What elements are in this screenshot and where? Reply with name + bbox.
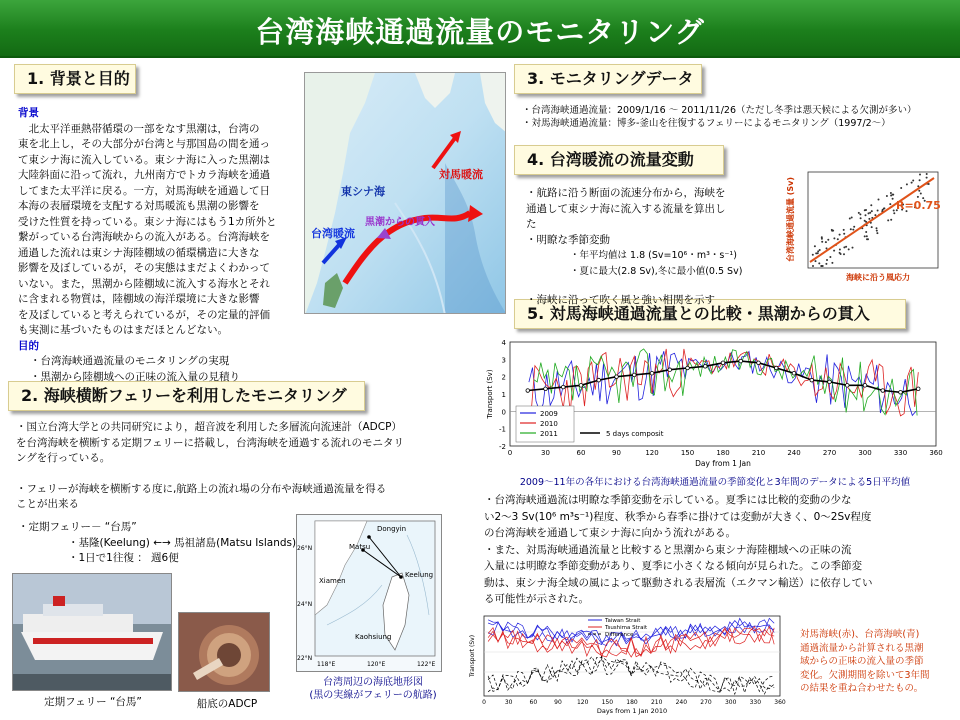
scatter-point [878, 199, 880, 201]
x-tick-label: 360 [929, 449, 943, 457]
scatter-point [859, 213, 861, 215]
composite-point [721, 361, 725, 365]
legend-label: 5 days composit [606, 430, 664, 438]
legend-label: 2011 [540, 430, 558, 438]
scatter-point [864, 235, 866, 237]
x-tick-label: 270 [700, 699, 712, 706]
section-3-heading: 3. モニタリングデータ [514, 64, 702, 94]
label-taiwan-warm-current: 台湾暖流 [311, 227, 355, 240]
scatter-point [893, 210, 895, 212]
scatter-point [874, 214, 876, 216]
scatter-point [839, 234, 841, 236]
composite-point [774, 366, 778, 370]
monitoring-block [16, 420, 446, 513]
scatter-point [831, 229, 833, 231]
comparison-line: の台湾海峡を通過して東シナ海に向かう流れがある。 [484, 527, 736, 539]
purpose-heading: 目的 [18, 339, 39, 352]
scatter-point [876, 227, 878, 229]
scatter-plot [786, 164, 948, 286]
side-note-line: の結果を重ね合わせたもの。 [800, 683, 924, 694]
composite-point [863, 384, 867, 388]
y-tick-label: 1 [501, 391, 506, 399]
scatter-point [860, 217, 862, 219]
scatter-point [865, 231, 867, 233]
monitoring-line: を台湾海峡を横断する定期フェリーに搭載し，台湾海峡を通過する流れのモニタリ [16, 436, 404, 449]
x-tick-label: 30 [541, 449, 550, 457]
scatter-point [883, 208, 885, 210]
composite-point [881, 389, 885, 393]
x-tick-label: 210 [650, 699, 663, 706]
lat-22: 22°N [297, 655, 313, 662]
side-note [800, 628, 956, 696]
monitoring-line: ・フェリーが海峡を横断する度に,航路上の流れ場の分布や海峡通過流量を得る [16, 482, 387, 495]
x-tick-label: 330 [893, 449, 908, 457]
comparison-line: 入量には明瞭な季節変動があり、夏季に小さくなる傾向が見られた。この季節変 [484, 560, 862, 572]
ferry-info [18, 520, 298, 567]
scatter-point [845, 246, 847, 248]
scatter-point [866, 235, 868, 237]
composite-point [561, 385, 565, 389]
background-line: を及ぼしていると考えられているが，その定量的評価 [18, 308, 270, 321]
composite-point [810, 378, 814, 382]
x-tick-label: 0 [482, 699, 486, 706]
background-block [18, 106, 308, 385]
composite-point [597, 378, 601, 382]
composite-point [899, 390, 903, 394]
scatter-point [869, 212, 871, 214]
scatter-point [893, 212, 895, 214]
scatter-point [890, 195, 892, 197]
scatter-point [820, 265, 822, 267]
side-note-line: 通過流量から計算される黒潮 [800, 642, 924, 654]
scatter-point [852, 247, 854, 249]
scatter-point [887, 219, 889, 221]
scatter-point [906, 183, 908, 185]
composite-point [544, 387, 548, 391]
place-matsu: Matsu [349, 543, 371, 551]
scatter-point [890, 192, 892, 194]
scatter-point [858, 212, 860, 214]
comparison-line: い2～3 Sv(10⁶ m³s⁻¹)程度、秋季から春季に掛けては変動が大きく、0～2Sv程度 [484, 510, 872, 523]
scatter-point [843, 246, 845, 248]
scatter-point [877, 210, 879, 212]
legend-label: Taiwan Strait [605, 618, 641, 624]
side-note-line: 変化。欠測期間を除いて3年間 [800, 669, 930, 681]
composite-point [526, 389, 530, 393]
variation-line: ・明瞭な季節変動 [526, 233, 610, 246]
monitoring-line: ングを行っている。 [16, 452, 111, 464]
scatter-point [876, 232, 878, 234]
comparison-block [484, 492, 954, 608]
ferry-photo [12, 573, 172, 691]
bathymetry-caption-2: (黒の実線がフェリーの航路) [309, 690, 437, 701]
data-line: ・台湾海峡通過流量：2009/1/16 ～ 2011/11/26（ただし冬季は悪天候による欠測が多い） [522, 105, 917, 116]
scatter-point [900, 187, 902, 189]
scatter-point [821, 241, 823, 243]
background-line: 受けた性質を持っている。東シナ海にはもう1カ所外と [18, 215, 277, 228]
scatter-point [865, 214, 867, 216]
background-line: してまた太平洋に戻る。一方，対馬海峡を通過して日 [18, 184, 270, 197]
place-kaohsiung: Kaohsiung [355, 633, 392, 641]
scatter-point [821, 238, 823, 240]
y-axis-label: Transport (Sv) [486, 369, 494, 419]
label-tsushima-current: 対馬暖流 [439, 168, 483, 181]
composite-point [615, 375, 619, 379]
ferry-line: ・定期フェリー－ “台馬” [18, 521, 137, 533]
comparison-line: ・また、対馬海峡通過流量と比較すると黒潮から東シナ海陸棚域への正味の流 [484, 543, 852, 556]
x-tick-label: 60 [529, 699, 538, 706]
composite-point [686, 366, 690, 370]
background-heading: 背景 [18, 107, 39, 119]
scatter-point [843, 253, 845, 255]
composite-point [739, 359, 743, 363]
scatter-point [815, 252, 817, 254]
section-1-heading: 1. 背景と目的 [14, 64, 136, 94]
x-tick-label: 180 [716, 449, 730, 457]
scatter-point [817, 250, 819, 252]
composite-point [828, 380, 832, 384]
scatter-svg [786, 164, 948, 286]
label-east-china-sea: 東シナ海 [341, 185, 385, 198]
x-tick-label: 120 [645, 449, 659, 457]
scatter-point [852, 229, 854, 231]
scatter-point [889, 203, 891, 205]
composite-point [703, 364, 707, 368]
scatter-point [837, 238, 839, 240]
lon-122: 122°E [417, 661, 436, 668]
scatter-ylabel: 台湾海峡通過流量 (Sv) [786, 176, 796, 263]
scatter-r-value: R=0.75 [896, 199, 941, 212]
scatter-point [917, 196, 919, 198]
composite-point [579, 384, 583, 388]
scatter-point [826, 259, 828, 261]
y-tick-label: 3 [501, 356, 506, 365]
side-note-line: 域からの正味の流入量の季節 [800, 656, 924, 667]
background-line: いない。また，黒潮から陸棚域に流入する海水とそれ [18, 277, 270, 290]
adcp-photo [178, 612, 270, 692]
purpose-item: ・黒潮から陸棚域への正味の流入量の見積り [30, 370, 240, 383]
label-kuroshio-intrusion: 黒潮からの貫入 [365, 217, 435, 228]
bathymetry-caption-1: 台湾周辺の海底地形図 [323, 677, 423, 688]
y-tick-label: -1 [499, 425, 506, 434]
scatter-point [826, 247, 828, 249]
transport-chart-caption: 2009～11年の各年における台湾海峡通過流量の季節変化と3年間のデータによる5日平均値 [519, 477, 911, 488]
transport-chart [484, 336, 946, 472]
x-tick-label: 300 [724, 699, 737, 706]
y-tick-label: -2 [499, 443, 506, 451]
ferry-schedule: ・1日で1往復 ： 週6便 [68, 552, 179, 564]
variation-wind: ・海峡に沿って吹く風と強い相関を示す [526, 294, 715, 306]
place-xiamen: Xiamen [319, 577, 346, 585]
section-5-heading: 5. 対馬海峡通過流量との比較・黒潮からの貫入 [514, 299, 906, 329]
x-tick-label: 60 [576, 449, 586, 457]
strait-comparison-chart [468, 612, 786, 716]
background-line: 影響を及ぼしているが，その実態はまだよくわかって [18, 262, 270, 274]
x-tick-label: 330 [749, 699, 762, 706]
background-line: て東シナ海に流入している。東シナ海に入った黒潮は [18, 153, 270, 166]
scatter-point [864, 209, 866, 211]
scatter-point [892, 194, 894, 196]
scatter-point [843, 229, 845, 231]
comparison-line: る可能性が示された。 [484, 593, 589, 605]
lat-26: 26°N [297, 545, 313, 552]
scatter-point [839, 252, 841, 254]
scatter-point [812, 254, 814, 256]
y-tick-label: 0 [501, 408, 506, 417]
legend-label: Difference [605, 632, 634, 638]
data-block [522, 104, 952, 130]
background-line: も実測に基づいたものはまだほとんどない。 [18, 324, 228, 336]
transport-chart-svg [484, 336, 946, 472]
x-axis-label: Day from 1 Jan [695, 459, 751, 468]
x-tick-label: 360 [774, 699, 786, 706]
monitoring-line: ことが出来る [16, 498, 79, 510]
side-note-line: 対馬海峡(赤)、台湾海峡(青) [800, 629, 920, 640]
composite-point [757, 361, 761, 365]
x-tick-label: 270 [822, 449, 837, 457]
x-tick-label: 180 [626, 699, 638, 706]
scatter-point [919, 174, 921, 176]
scatter-point [892, 198, 894, 200]
background-line: に含まれる物質は，陸棚域の海洋環境に大きな影響 [18, 293, 260, 305]
scatter-point [890, 219, 892, 221]
y-tick-label: 4 [501, 339, 506, 347]
composite-point [845, 384, 849, 388]
scatter-point [919, 179, 921, 181]
scatter-point [843, 233, 845, 235]
composite-point [916, 387, 920, 391]
variation-block [526, 186, 776, 309]
scatter-point [864, 220, 866, 222]
x-tick-label: 150 [601, 699, 614, 706]
lon-120: 120°E [367, 661, 386, 668]
scatter-point [867, 238, 869, 240]
scatter-point [825, 263, 827, 265]
scatter-point [833, 237, 835, 239]
scatter-point [831, 262, 833, 264]
monitoring-line: ・国立台湾大学との共同研究により，超音波を利用した多層流向流速計（ADCP） [16, 421, 402, 433]
scatter-point [853, 226, 855, 228]
scatter-point [814, 245, 816, 247]
scatter-point [918, 190, 920, 192]
title-banner [0, 0, 960, 58]
composite-point [632, 373, 636, 377]
ferry-photo-caption: 定期フェリー “台馬” [44, 696, 142, 708]
composite-point [792, 371, 796, 375]
current-map [304, 72, 506, 314]
scatter-xlabel: 海峡に沿う風応力 [846, 273, 910, 282]
scatter-point [871, 226, 873, 228]
scatter-point [870, 204, 872, 206]
legend-label: 2010 [540, 420, 558, 428]
comparison-line: ・台湾海峡通過流は明瞭な季節変動を示している。夏季には比較的変動の少な [484, 494, 852, 506]
scatter-point [848, 248, 850, 250]
scatter-point [871, 210, 873, 212]
scatter-point [849, 218, 851, 220]
background-line: 本海の表層環境を支配する対馬暖流も黒潮の影響を [18, 200, 260, 212]
variation-line: 通過して東シナ海に流入する流量を算出し [526, 202, 726, 215]
background-line: 大陸斜面に沿って流れ，九州南方でトカラ海峡を通過 [18, 169, 271, 181]
x-tick-label: 300 [858, 449, 872, 457]
variation-line: ・航路に沿う断面の流速分布から，海峡を [526, 187, 726, 199]
x-axis-label: Days from 1 Jan 2010 [596, 707, 668, 715]
scatter-point [920, 193, 922, 195]
scatter-point [818, 262, 820, 264]
x-tick-label: 240 [675, 699, 688, 706]
scatter-point [829, 256, 831, 258]
place-keelung: Keelung [405, 571, 434, 579]
x-tick-label: 30 [504, 699, 513, 706]
scatter-point [827, 239, 829, 241]
variation-sub: ・年平均値は 1.8 (Sv=10⁶・m³・s⁻¹) [570, 250, 737, 261]
scatter-point [851, 217, 853, 219]
y-tick-label: 2 [501, 373, 506, 382]
section-4-heading: 4. 台湾暖流の流量変動 [514, 145, 724, 175]
ferry-route: ・基隆(Keelung) ←→ 馬祖諸島(Matsu Islands) [68, 536, 297, 549]
x-tick-label: 150 [680, 449, 695, 457]
x-tick-label: 90 [612, 449, 621, 457]
legend-label: Tsushima Strait [605, 625, 648, 631]
scatter-point [819, 249, 821, 251]
lat-24: 24°N [297, 601, 313, 608]
background-line: 繋がっている台湾海峡からの流入がある。台湾海峡を [18, 231, 270, 243]
place-dongyin: Dongyin [377, 525, 407, 533]
background-line: 東を北上し，その大部分が台湾と与那国島の間を通っ [18, 138, 270, 150]
data-line: ・対馬海峡通過流量：博多-釜山を往復するフェリーによるモニタリング（1997/2～） [522, 118, 891, 129]
variation-sub: ・夏に最大(2.8 Sv),冬に最小値(0.5 Sv) [570, 265, 743, 277]
strait-comparison-svg [468, 612, 786, 716]
scatter-point [825, 241, 827, 243]
x-tick-label: 90 [554, 699, 562, 706]
variation-line: た [526, 218, 537, 230]
section-2-heading: 2. 海峡横断フェリーを利用したモニタリング [8, 381, 365, 411]
scatter-point [912, 180, 914, 182]
x-tick-label: 210 [751, 449, 766, 457]
x-tick-label: 0 [507, 449, 513, 457]
page-title: 台湾海峡通過流量のモニタリング [255, 15, 705, 49]
purpose-item: ・台湾海峡通過流量のモニタリングの実現 [30, 355, 230, 367]
current-map-svg [305, 73, 506, 314]
scatter-point [815, 260, 817, 262]
scatter-point [868, 218, 870, 220]
scatter-point [876, 230, 878, 232]
composite-point [668, 368, 672, 372]
bathymetry-map [296, 514, 442, 672]
scatter-point [812, 265, 814, 267]
scatter-point [911, 182, 913, 184]
background-line: 北太平洋亜熱帯循環の一部をなす黒潮は，台湾の [18, 122, 260, 135]
x-tick-label: 120 [576, 699, 589, 706]
adcp-photo-caption: 船底のADCP [196, 698, 258, 710]
composite-point [650, 371, 654, 375]
legend-label: 2009 [540, 410, 558, 418]
scatter-point [833, 250, 835, 252]
scatter-point [926, 173, 928, 175]
scatter-point [850, 228, 852, 230]
x-tick-label: 240 [787, 449, 801, 457]
lon-118: 118°E [317, 661, 336, 668]
background-line: 通過した流れは東シナ海陸棚域の循環構造に大きな [18, 246, 260, 259]
y-axis-label: Transport (Sv) [469, 634, 476, 678]
scatter-point [886, 195, 888, 197]
comparison-line: 動は、東シナ海全域の風によって駆動される表層流（エクマン輸送）に依存してい [484, 576, 873, 589]
scatter-point [926, 177, 928, 179]
scatter-point [839, 249, 841, 251]
